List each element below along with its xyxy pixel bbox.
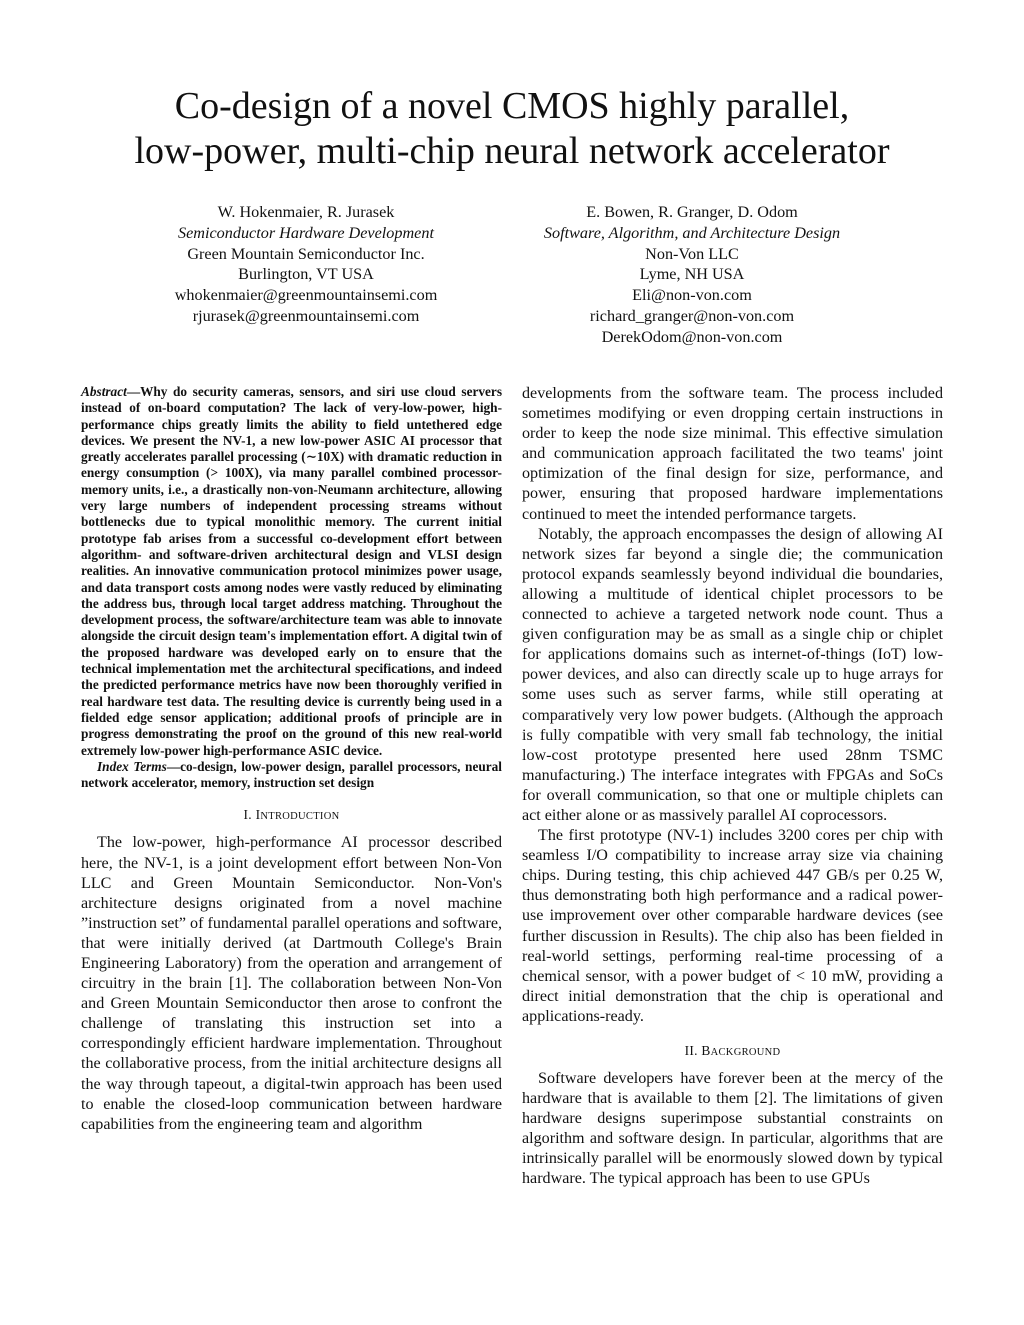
intro-paragraph-1-continued: developments from the software team. The process included sometimes modifying or even dropping certain instructions in order to keep the node size minimal. This effective simulation and communication approach facilitated the two teams' joint optimization of the final design for size, performance, and power, ensuring that proposed hardware implementations continued to meet the intended performance targets. bbox=[522, 385, 943, 523]
paper-title bbox=[40, 84, 984, 174]
abstract bbox=[81, 384, 502, 759]
title-line-2: low-power, multi-chip neural network accelerator bbox=[134, 130, 890, 172]
abstract-label: Abstract bbox=[81, 384, 127, 399]
index-terms-label: Index Terms bbox=[97, 758, 167, 774]
author-email: DerekOdom@non-von.com bbox=[601, 327, 783, 346]
index-terms bbox=[81, 759, 502, 792]
left-column bbox=[81, 384, 502, 1135]
index-terms-text: —co-design, low-power design, parallel processors, neural network accelerator, memory, instruction set design bbox=[81, 758, 502, 791]
section-heading-introduction: I. INTRODUCTION bbox=[243, 807, 340, 823]
title-line-1: Co-design of a novel CMOS highly parallel, bbox=[174, 85, 850, 127]
author-email: Eli@non-von.com bbox=[632, 286, 752, 305]
author-block-right bbox=[482, 202, 902, 348]
author-email: rjurasek@greenmountainsemi.com bbox=[192, 306, 420, 325]
author-block-left bbox=[96, 202, 516, 327]
abstract-text: —Why do security cameras, sensors, and siri use cloud servers instead of on-board computation? The lack of very-low-power, high-performance chips greatly limits the ability to field untethered edge devices. We present the NV-1, a new low-power ASIC AI processor that greatly accelerates parallel processing (∼10X) with dramatic reduction in energy consumption (> 100X), via many parallel combined processor-memory units, i.e., a drastically non-von-Neumann architecture, allowing very large numbers of independent processing streams without bottlenecks due to typical monolithic memory. The current initial prototype fab arises from a successful co-development effort between algorithm- and software-driven architectural design and VLSI design realities. An innovative communication protocol minimizes power usage, and data transport costs among nodes were vastly reduced by eliminating the address bus, through local target address matching. Throughout the development process, the software/architecture team was able to innovate alongside the circuit design team's implementation effort. A digital twin of the proposed hardware was developed early on to ensure that the technical implementation met the architectural specifications, and indeed the predicted performance metrics have now been thoroughly verified in real hardware test data. The resulting device is currently being used in a fielded edge sensor application; additional proofs of principle are in progress demonstrating the proof on the ground of this new real-world extremely low-power high-performance ASIC device. bbox=[81, 384, 502, 758]
author-names: W. Hokenmaier, R. Jurasek bbox=[217, 203, 395, 221]
background-paragraph-1: Software developers have forever been at the mercy of the hardware that is available to them [2]. The limitations of given hardware designs superimpose substantial constraints on algorithm and software design. In particular, algorithms that are intrinsically parallel will be enormously slowed down by typical hardware. The typical approach has been to use GPUs bbox=[522, 1070, 943, 1188]
author-names: E. Bowen, R. Granger, D. Odom bbox=[586, 203, 798, 221]
intro-paragraph-3: The first prototype (NV-1) includes 3200 cores per chip with seamless I/O compatibility to increase array size via chaining chips. During testing, this chip achieved 447 GB/s per 0.25 W, thus demonstrating both high performance and a radical power-use improvement over other comparable hardware devices (see further discussion in Results). The chip also has been fielded in real-world settings, performing real-time processing of a chemical sensor, with a power budget of < 10 mW, providing a direct initial demonstration that the chip is operational and applications-ready. bbox=[522, 827, 943, 1025]
author-email: richard_granger@non-von.com bbox=[589, 306, 795, 325]
author-location: Burlington, VT USA bbox=[238, 265, 374, 284]
author-email: whokenmaier@greenmountainsemi.com bbox=[174, 286, 438, 305]
author-department: Software, Algorithm, and Architecture Design bbox=[543, 223, 841, 242]
author-organization: Green Mountain Semiconductor Inc. bbox=[187, 244, 425, 263]
right-column bbox=[522, 384, 943, 1190]
author-department: Semiconductor Hardware Development bbox=[178, 223, 434, 242]
author-location: Lyme, NH USA bbox=[639, 265, 745, 284]
intro-paragraph-1: The low-power, high-performance AI processor described here, the NV-1, is a joint development effort between Non-Von LLC and Green Mountain Semiconductor. Non-Von's architecture designs originated from a novel machine ”instruction set” of fundamental parallel operations and software, that were initially derived (at Dartmouth College's Brain Engineering Laboratory) from the operation and arrangement of circuitry in the brain [1]. The collaboration between Non-Von and Green Mountain Semiconductor then arose to confront the challenge of translating this instruction set into a correspondingly efficient hardware implementation. Throughout the collaborative process, from the initial architecture designs all the way through tapeout, a digital-twin approach has been used to enable the closed-loop communication between hardware capabilities from the engineering team and algorithm bbox=[81, 834, 502, 1133]
intro-paragraph-2: Notably, the approach encompasses the design of allowing AI network sizes far beyond a single die; the communication protocol expands seamlessly beyond individual die boundaries, allowing a multitude of identical chiplet processors to be connected to achieve a targeted network node count. Thus a given configuration may be as small as a single chip or chiplet for applications domains such as internet-of-things (IoT) low-power devices, and also can directly scale up to huge arrays for some uses such as server farms, while still operating at comparatively very low power budgets. (Although the approach is fully compatible with very small fab technology, the initial low-cost prototype presented here used 28nm TSMC manufacturing.) The interface integrates with FPGAs and SoCs for overall communication, so that one or multiple chiplets can act either alone or as massively parallel AI coprocessors. bbox=[522, 525, 943, 824]
section-heading-background: II. BACKGROUND bbox=[684, 1043, 781, 1058]
author-organization: Non-Von LLC bbox=[645, 244, 739, 263]
